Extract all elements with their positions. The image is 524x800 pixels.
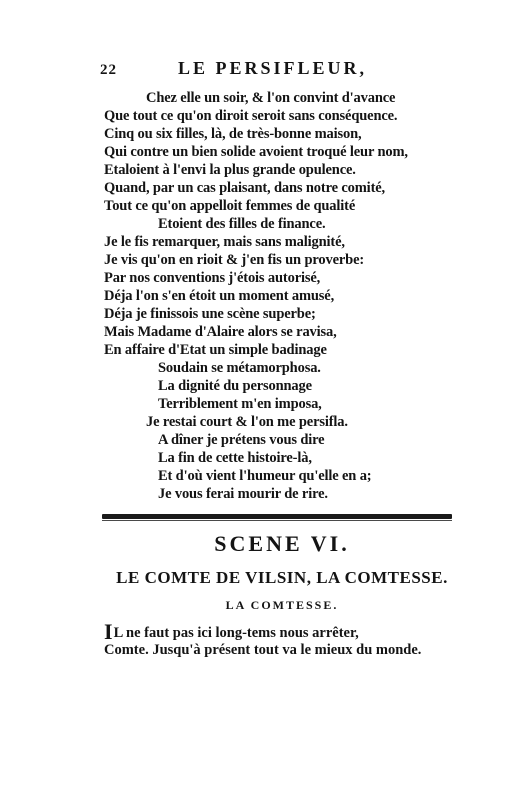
ornamental-rule [102,514,452,519]
scene-heading: SCENE VI. [214,531,350,556]
verse-line: Et d'où vient l'humeur qu'elle en a; [158,468,372,484]
verse-line: Je le fis remarquer, mais sans malignité, [104,234,345,250]
verse-line: La dignité du personnage [158,378,312,394]
verse-line: Quand, par un cas plaisant, dans notre comité, [104,180,386,196]
verse-line: Déja je finissois une scène superbe; [104,306,316,322]
dialogue-line: Comte. Jusqu'à présent tout va le mieux du monde. [104,642,422,658]
verse-line: Déja l'on s'en étoit un moment amusé, [104,288,335,304]
verse-line: Je vous ferai mourir de rire. [158,486,328,502]
scene-characters: LE COMTE DE VILSIN, LA COMTESSE. [116,568,448,587]
drop-initial: I [104,619,113,644]
page-header [100,58,400,84]
dialogue-line [104,619,359,644]
verse-line: Cinq ou six filles, là, de très-bonne maison, [104,126,362,142]
running-title: LE PERSIFLEUR, [178,58,368,78]
verse-line: Chez elle un soir, & l'on convint d'avance [146,90,396,106]
verse-line: Je restai court & l'on me persifla. [146,414,348,430]
verse-line: Tout ce qu'on appelloit femmes de qualité [104,198,356,214]
verse-line: Je vis qu'on en rioit & j'en fis un proverbe: [104,252,365,268]
verse-line: Etaloient à l'envi la plus grande opulence. [104,162,356,178]
page-number: 22 [100,62,117,78]
verse-line: En affaire d'Etat un simple badinage [104,342,327,358]
verse-line: Qui contre un bien solide avoient troqué leur nom, [104,144,408,160]
verse-line: Etoient des filles de finance. [158,216,326,232]
speaker-name: LA COMTESSE. [225,598,339,612]
verse-line: Mais Madame d'Alaire alors se ravisa, [104,324,337,340]
verse-line: La fin de cette histoire-là, [158,450,312,466]
verse-line: A dîner je prétens vous dire [158,432,325,448]
dialogue-line-text: L ne faut pas ici long-tems nous arrêter, [113,625,359,641]
verse-line: Soudain se métamorphosa. [158,360,321,376]
verse-line: Terriblement m'en imposa, [158,396,322,412]
verse-line: Par nos conventions j'étois autorisé, [104,270,321,286]
verse-line: Que tout ce qu'on diroit seroit sans conséquence. [104,108,398,124]
